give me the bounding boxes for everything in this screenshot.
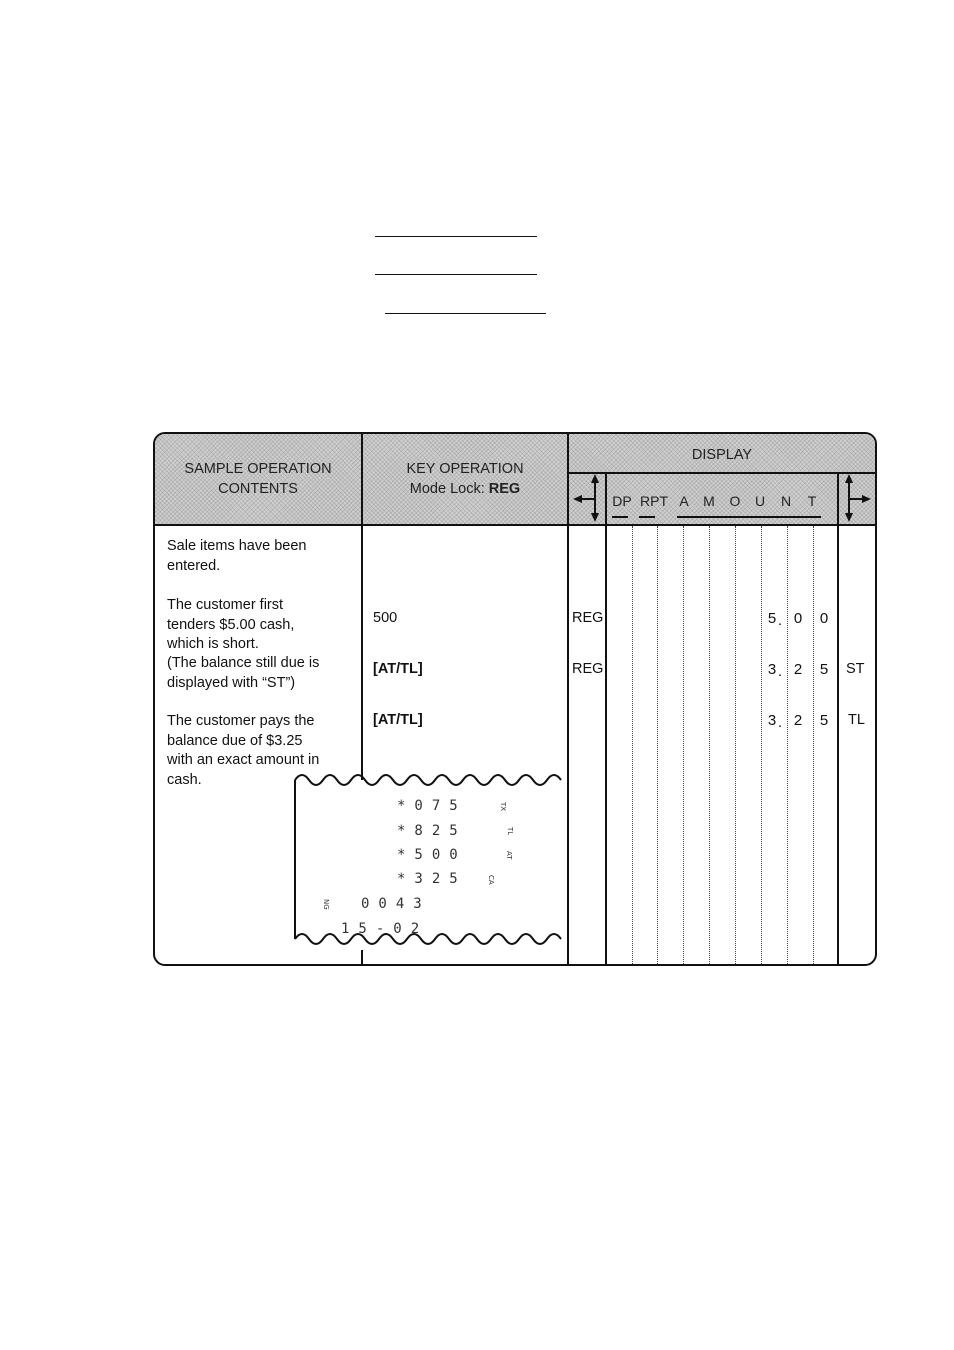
display-sub-n: N: [780, 493, 792, 509]
row3-decimal-point: .: [778, 664, 783, 680]
display-sub-dp: DP: [612, 493, 632, 509]
receipt-code-at: AT: [505, 851, 513, 860]
header-key: [363, 459, 567, 499]
receipt-line-at: *500: [397, 847, 467, 863]
row1-contents: Sale items have been entered.: [167, 538, 307, 574]
row2-digit-3: 0: [819, 610, 829, 627]
blank-rule-1: [375, 236, 537, 237]
header-contents-line2: CONTENTS: [218, 481, 298, 497]
dot-col: [709, 526, 710, 964]
header-key-line1: KEY OPERATION: [406, 461, 524, 477]
row2-digit-1: 5: [767, 610, 777, 627]
header-contents: [155, 459, 361, 499]
dot-col: [787, 526, 788, 964]
display-sub-m: M: [703, 493, 715, 509]
row3-contents: (The balance still due is displayed with “ST”): [167, 655, 320, 691]
mode-lock-value: REG: [488, 481, 521, 497]
dp-underline: [612, 516, 628, 518]
dot-col: [657, 526, 658, 964]
row4-symbol: TL: [848, 712, 865, 728]
header-display: DISPLAY: [691, 447, 753, 463]
row3-symbol: ST: [846, 661, 865, 677]
row4-key: [AT/TL]: [373, 712, 423, 728]
amount-underline: [677, 516, 821, 518]
receipt-code-ng: NG: [322, 899, 330, 910]
display-sub-u: U: [754, 493, 766, 509]
header-contents-line1: SAMPLE OPERATION: [184, 461, 332, 477]
row2-digit-2: 0: [793, 610, 803, 627]
display-header-split: [569, 472, 875, 474]
dot-col: [761, 526, 762, 964]
display-sub-rpt: RPT: [640, 493, 668, 509]
receipt-date: 15-02: [341, 921, 429, 937]
row4-contents: The customer pays the balance due of $3.25 with an exact amount in cash.: [167, 713, 320, 788]
row2-contents: The customer first tenders $5.00 cash, which is short.: [167, 597, 295, 652]
col-divider-2: [567, 434, 569, 964]
receipt-code-ca: CA: [487, 875, 495, 885]
arrow-left-up-down-icon: [573, 474, 603, 522]
row4-decimal-point: .: [778, 715, 783, 731]
blank-rule-2: [375, 274, 537, 275]
receipt-line-tx: *075: [397, 798, 467, 814]
row3-digit-1: 3: [767, 661, 777, 678]
arrow-right-up-down-icon: [841, 474, 871, 522]
display-sub-o: O: [729, 493, 741, 509]
row2-decimal-point: .: [778, 613, 783, 629]
receipt-code-tx: TX: [499, 802, 507, 812]
row4-digit-1: 3: [767, 712, 777, 729]
display-sub-a: A: [679, 493, 689, 509]
row2-mode: REG: [572, 610, 604, 626]
row3-digit-2: 2: [793, 661, 803, 678]
dot-col: [813, 526, 814, 964]
receipt-code-tl: TL: [506, 827, 514, 836]
row3-digit-3: 5: [819, 661, 829, 678]
col-divider-3: [605, 472, 607, 964]
display-sub-t: T: [807, 493, 817, 509]
header-bottom-line: [155, 524, 875, 526]
row2-key: 500: [373, 610, 398, 626]
header-key-line2: Mode Lock: REG: [409, 481, 521, 497]
dot-col: [735, 526, 736, 964]
receipt-line-ca: *325: [397, 871, 467, 887]
col-divider-4: [837, 472, 839, 964]
row4-digit-2: 2: [793, 712, 803, 729]
row3-mode: REG: [572, 661, 604, 677]
dot-col: [683, 526, 684, 964]
row4-digit-3: 5: [819, 712, 829, 729]
receipt-line-tl: *825: [397, 823, 467, 839]
blank-rule-3: [385, 313, 546, 314]
rpt-underline: [639, 516, 655, 518]
row3-key: [AT/TL]: [373, 661, 423, 677]
dot-col: [632, 526, 633, 964]
receipt-consecutive-number: 0043: [361, 896, 431, 912]
receipt-printout: [295, 780, 565, 950]
